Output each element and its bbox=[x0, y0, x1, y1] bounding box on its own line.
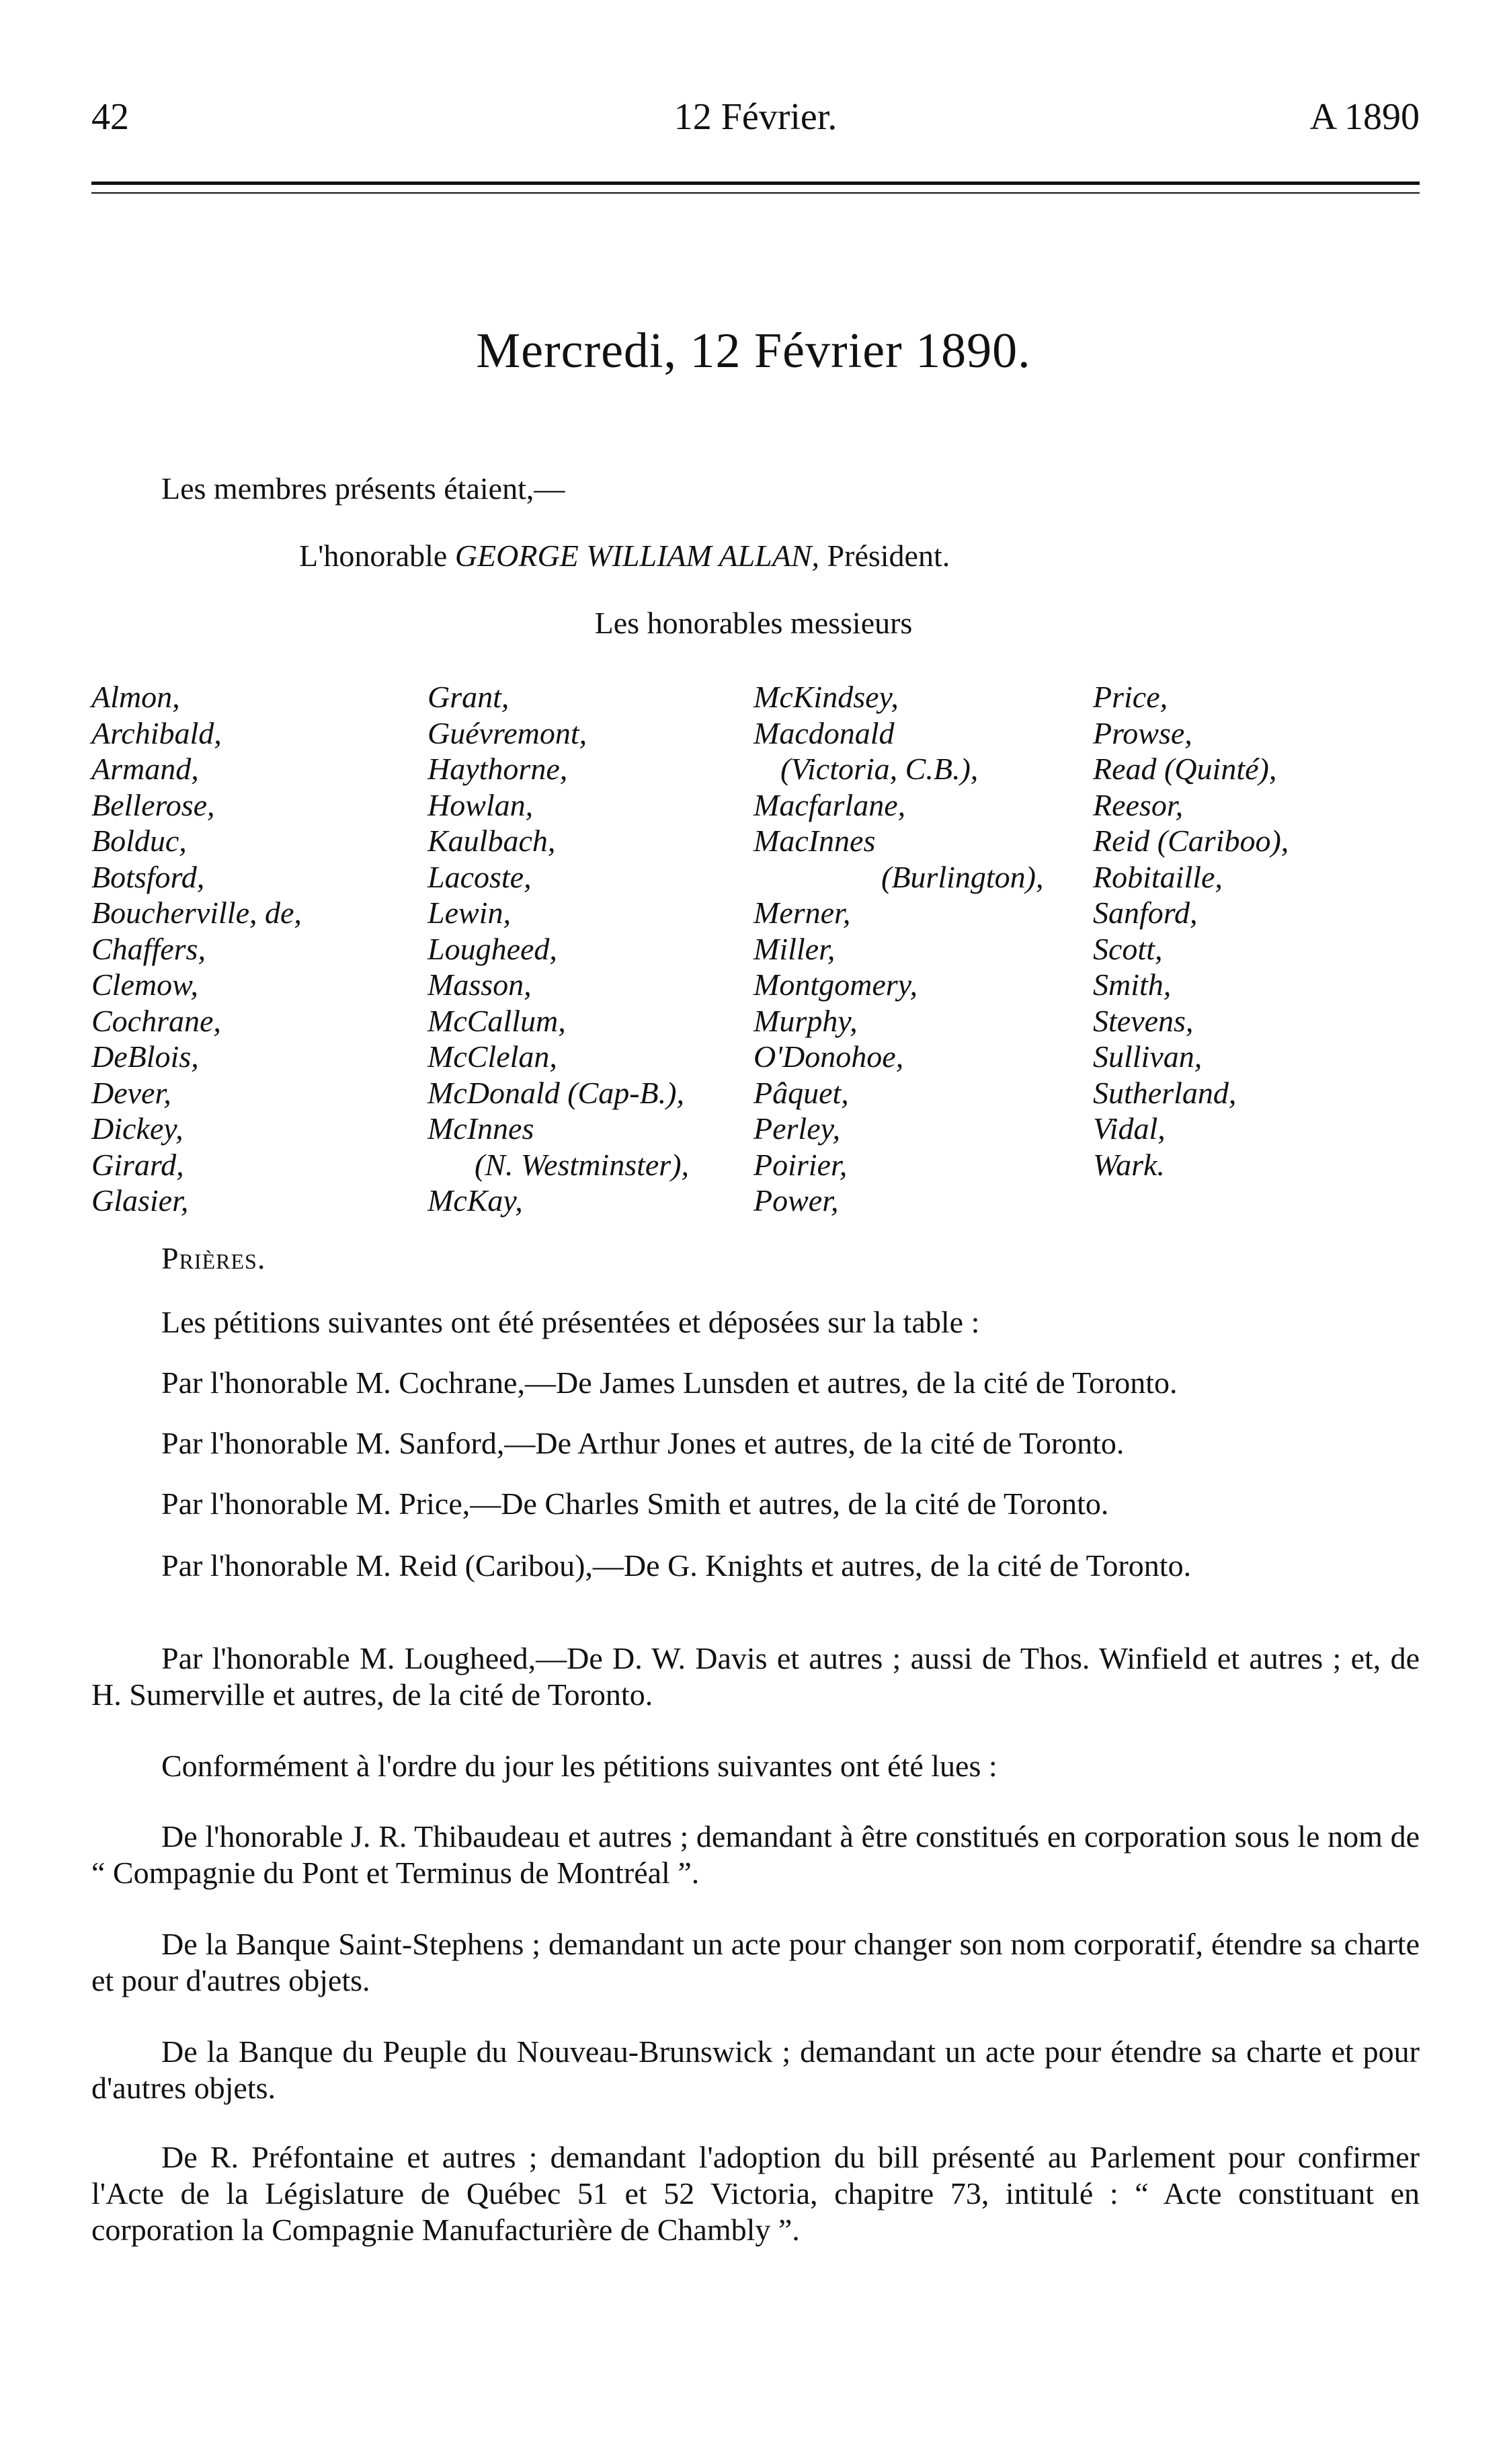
member-name: Lacoste, bbox=[427, 859, 532, 894]
member-name: Sutherland, bbox=[1093, 1075, 1237, 1110]
paragraph-text: Par l'honorable M. Cochrane,—De James Lunsden et autres, de la cité de Toronto. bbox=[161, 1365, 1178, 1400]
paragraph bbox=[91, 1486, 1420, 1522]
present-intro: Les membres présents étaient,— bbox=[161, 471, 565, 506]
member-name: Scott, bbox=[1093, 931, 1163, 966]
paragraph bbox=[91, 1640, 1420, 1713]
members-column-4 bbox=[1093, 679, 1289, 1183]
paragraph-text: De R. Préfontaine et autres ; demandant l'adoption du bill présenté au Parlement pour confirmer l'Acte de la Législature de Québec 51 et 52 Victoria, chapitre 73, intitulé : “ Acte constituant en corporation la Compagnie Manufacturière de Chambly ”. bbox=[91, 2140, 1420, 2247]
member-name: Price, bbox=[1093, 680, 1168, 714]
paragraph bbox=[91, 1365, 1420, 1401]
member-name: Smith, bbox=[1093, 967, 1172, 1002]
member-name: Reid (Cariboo), bbox=[1093, 824, 1289, 858]
member-name: Perley, bbox=[754, 1111, 840, 1146]
member-name: Girard, bbox=[91, 1147, 184, 1182]
members-column-2 bbox=[427, 679, 689, 1219]
running-head bbox=[91, 95, 1420, 143]
member-name: Sanford, bbox=[1093, 896, 1198, 930]
member-name: (N. Westminster), bbox=[475, 1147, 690, 1182]
member-name: Murphy, bbox=[754, 1003, 858, 1038]
member-name: Howlan, bbox=[427, 787, 534, 822]
member-name: Vidal, bbox=[1093, 1111, 1166, 1146]
paragraph-text: Par l'honorable M. Price,—De Charles Smith et autres, de la cité de Toronto. bbox=[161, 1486, 1109, 1521]
honorables-intro: Les honorables messieurs bbox=[594, 606, 913, 640]
member-name: Prowse, bbox=[1093, 715, 1192, 750]
paragraph bbox=[91, 1425, 1420, 1462]
members-column-3 bbox=[754, 679, 1043, 1219]
member-name: Lewin, bbox=[427, 896, 511, 930]
paragraph-text: De la Banque Saint-Stephens ; demandant un acte pour changer son nom corporatif, étendre sa charte et pour d'autres objets. bbox=[91, 1927, 1420, 1997]
paragraph bbox=[91, 2139, 1420, 2248]
member-name: Macfarlane, bbox=[754, 787, 906, 822]
member-name: Almon, bbox=[91, 680, 180, 714]
member-name: Wark. bbox=[1093, 1147, 1165, 1182]
paragraph bbox=[91, 2034, 1420, 2106]
member-name: Chaffers, bbox=[91, 931, 206, 966]
member-name: Masson, bbox=[427, 967, 532, 1002]
paragraph-text: De l'honorable J. R. Thibaudeau et autres ; demandant à être constitués en corporation sous le nom de “ Compagnie du Pont et Terminus de Montréal ”. bbox=[91, 1819, 1420, 1890]
member-name: MacInnes bbox=[754, 824, 876, 858]
paragraph bbox=[91, 1748, 1420, 1784]
paragraph bbox=[91, 1548, 1420, 1584]
paragraph-text: Par l'honorable M. Sanford,—De Arthur Jones et autres, de la cité de Toronto. bbox=[161, 1426, 1125, 1460]
president-line bbox=[299, 538, 950, 574]
member-name: (Victoria, C.B.), bbox=[780, 752, 979, 786]
member-name: DeBlois, bbox=[91, 1039, 199, 1074]
paragraph bbox=[91, 1304, 1420, 1341]
member-name: Guévremont, bbox=[427, 715, 587, 750]
member-name: Merner, bbox=[754, 896, 851, 930]
member-name: Botsford, bbox=[91, 859, 205, 894]
member-name: Reesor, bbox=[1093, 787, 1184, 822]
member-name: Sullivan, bbox=[1093, 1039, 1203, 1074]
members-column-1 bbox=[91, 679, 302, 1219]
member-name: Kaulbach, bbox=[427, 824, 556, 858]
member-name: McKindsey, bbox=[754, 680, 899, 714]
member-name: Haythorne, bbox=[427, 752, 568, 786]
member-name: Bellerose, bbox=[91, 787, 215, 822]
member-name: Stevens, bbox=[1093, 1003, 1194, 1038]
member-name: McCallum, bbox=[427, 1003, 566, 1038]
paragraph-text: Par l'honorable M. Reid (Caribou),—De G. Knights et autres, de la cité de Toronto. bbox=[161, 1548, 1192, 1583]
paragraph-text: Par l'honorable M. Lougheed,—De D. W. Davis et autres ; aussi de Thos. Winfield et autres ; et, de H. Sumerville et autres, de la cité de Toronto. bbox=[91, 1641, 1420, 1712]
president-name: GEORGE WILLIAM ALLAN, bbox=[454, 539, 820, 573]
president-prefix: L'honorable bbox=[299, 539, 448, 573]
president-title: Président. bbox=[827, 539, 950, 573]
member-name: McClelan, bbox=[427, 1039, 557, 1074]
member-name: Lougheed, bbox=[427, 931, 557, 966]
member-name: McDonald (Cap-B.), bbox=[427, 1075, 684, 1110]
member-name: Archibald, bbox=[91, 715, 222, 750]
header-rule-thick bbox=[91, 182, 1420, 185]
paragraph-text: Conformément à l'ordre du jour les pétitions suivantes ont été lues : bbox=[161, 1749, 997, 1783]
member-name: Grant, bbox=[427, 680, 510, 714]
member-name: Power, bbox=[754, 1183, 839, 1218]
header-date: 12 Février. bbox=[674, 96, 838, 138]
member-name: O'Donohoe, bbox=[754, 1039, 904, 1074]
paragraph bbox=[91, 1819, 1420, 1891]
prayers-heading: Prières. bbox=[161, 1241, 266, 1275]
header-year: A 1890 bbox=[1309, 96, 1420, 138]
member-name: Cochrane, bbox=[91, 1003, 221, 1038]
member-name: Robitaille, bbox=[1093, 859, 1223, 894]
paragraph-text: Les pétitions suivantes ont été présentées et déposées sur la table : bbox=[161, 1305, 980, 1339]
sitting-date-title: Mercredi, 12 Février 1890. bbox=[476, 323, 1031, 379]
member-name: McKay, bbox=[427, 1183, 523, 1218]
member-name: Read (Quinté), bbox=[1093, 752, 1277, 786]
member-name: Boucherville, de, bbox=[91, 896, 302, 930]
member-name: Montgomery, bbox=[754, 967, 918, 1002]
member-name: Glasier, bbox=[91, 1183, 189, 1218]
member-name: Pâquet, bbox=[754, 1075, 849, 1110]
members-list bbox=[91, 679, 1420, 1230]
page-number: 42 bbox=[91, 96, 129, 138]
member-name: Dickey, bbox=[91, 1111, 184, 1146]
member-name: (Burlington), bbox=[881, 859, 1044, 894]
member-name: Dever, bbox=[91, 1075, 171, 1110]
member-name: Miller, bbox=[754, 931, 836, 966]
member-name: Macdonald bbox=[754, 715, 895, 750]
member-name: Armand, bbox=[91, 752, 199, 786]
member-name: Bolduc, bbox=[91, 824, 187, 858]
member-name: McInnes bbox=[427, 1111, 534, 1146]
paragraph bbox=[91, 1926, 1420, 1999]
member-name: Clemow, bbox=[91, 967, 198, 1002]
header-rule-thin bbox=[91, 192, 1420, 194]
member-name: Poirier, bbox=[754, 1147, 848, 1182]
paragraph-text: De la Banque du Peuple du Nouveau-Brunswick ; demandant un acte pour étendre sa charte et pour d'autres objets. bbox=[91, 2034, 1420, 2105]
